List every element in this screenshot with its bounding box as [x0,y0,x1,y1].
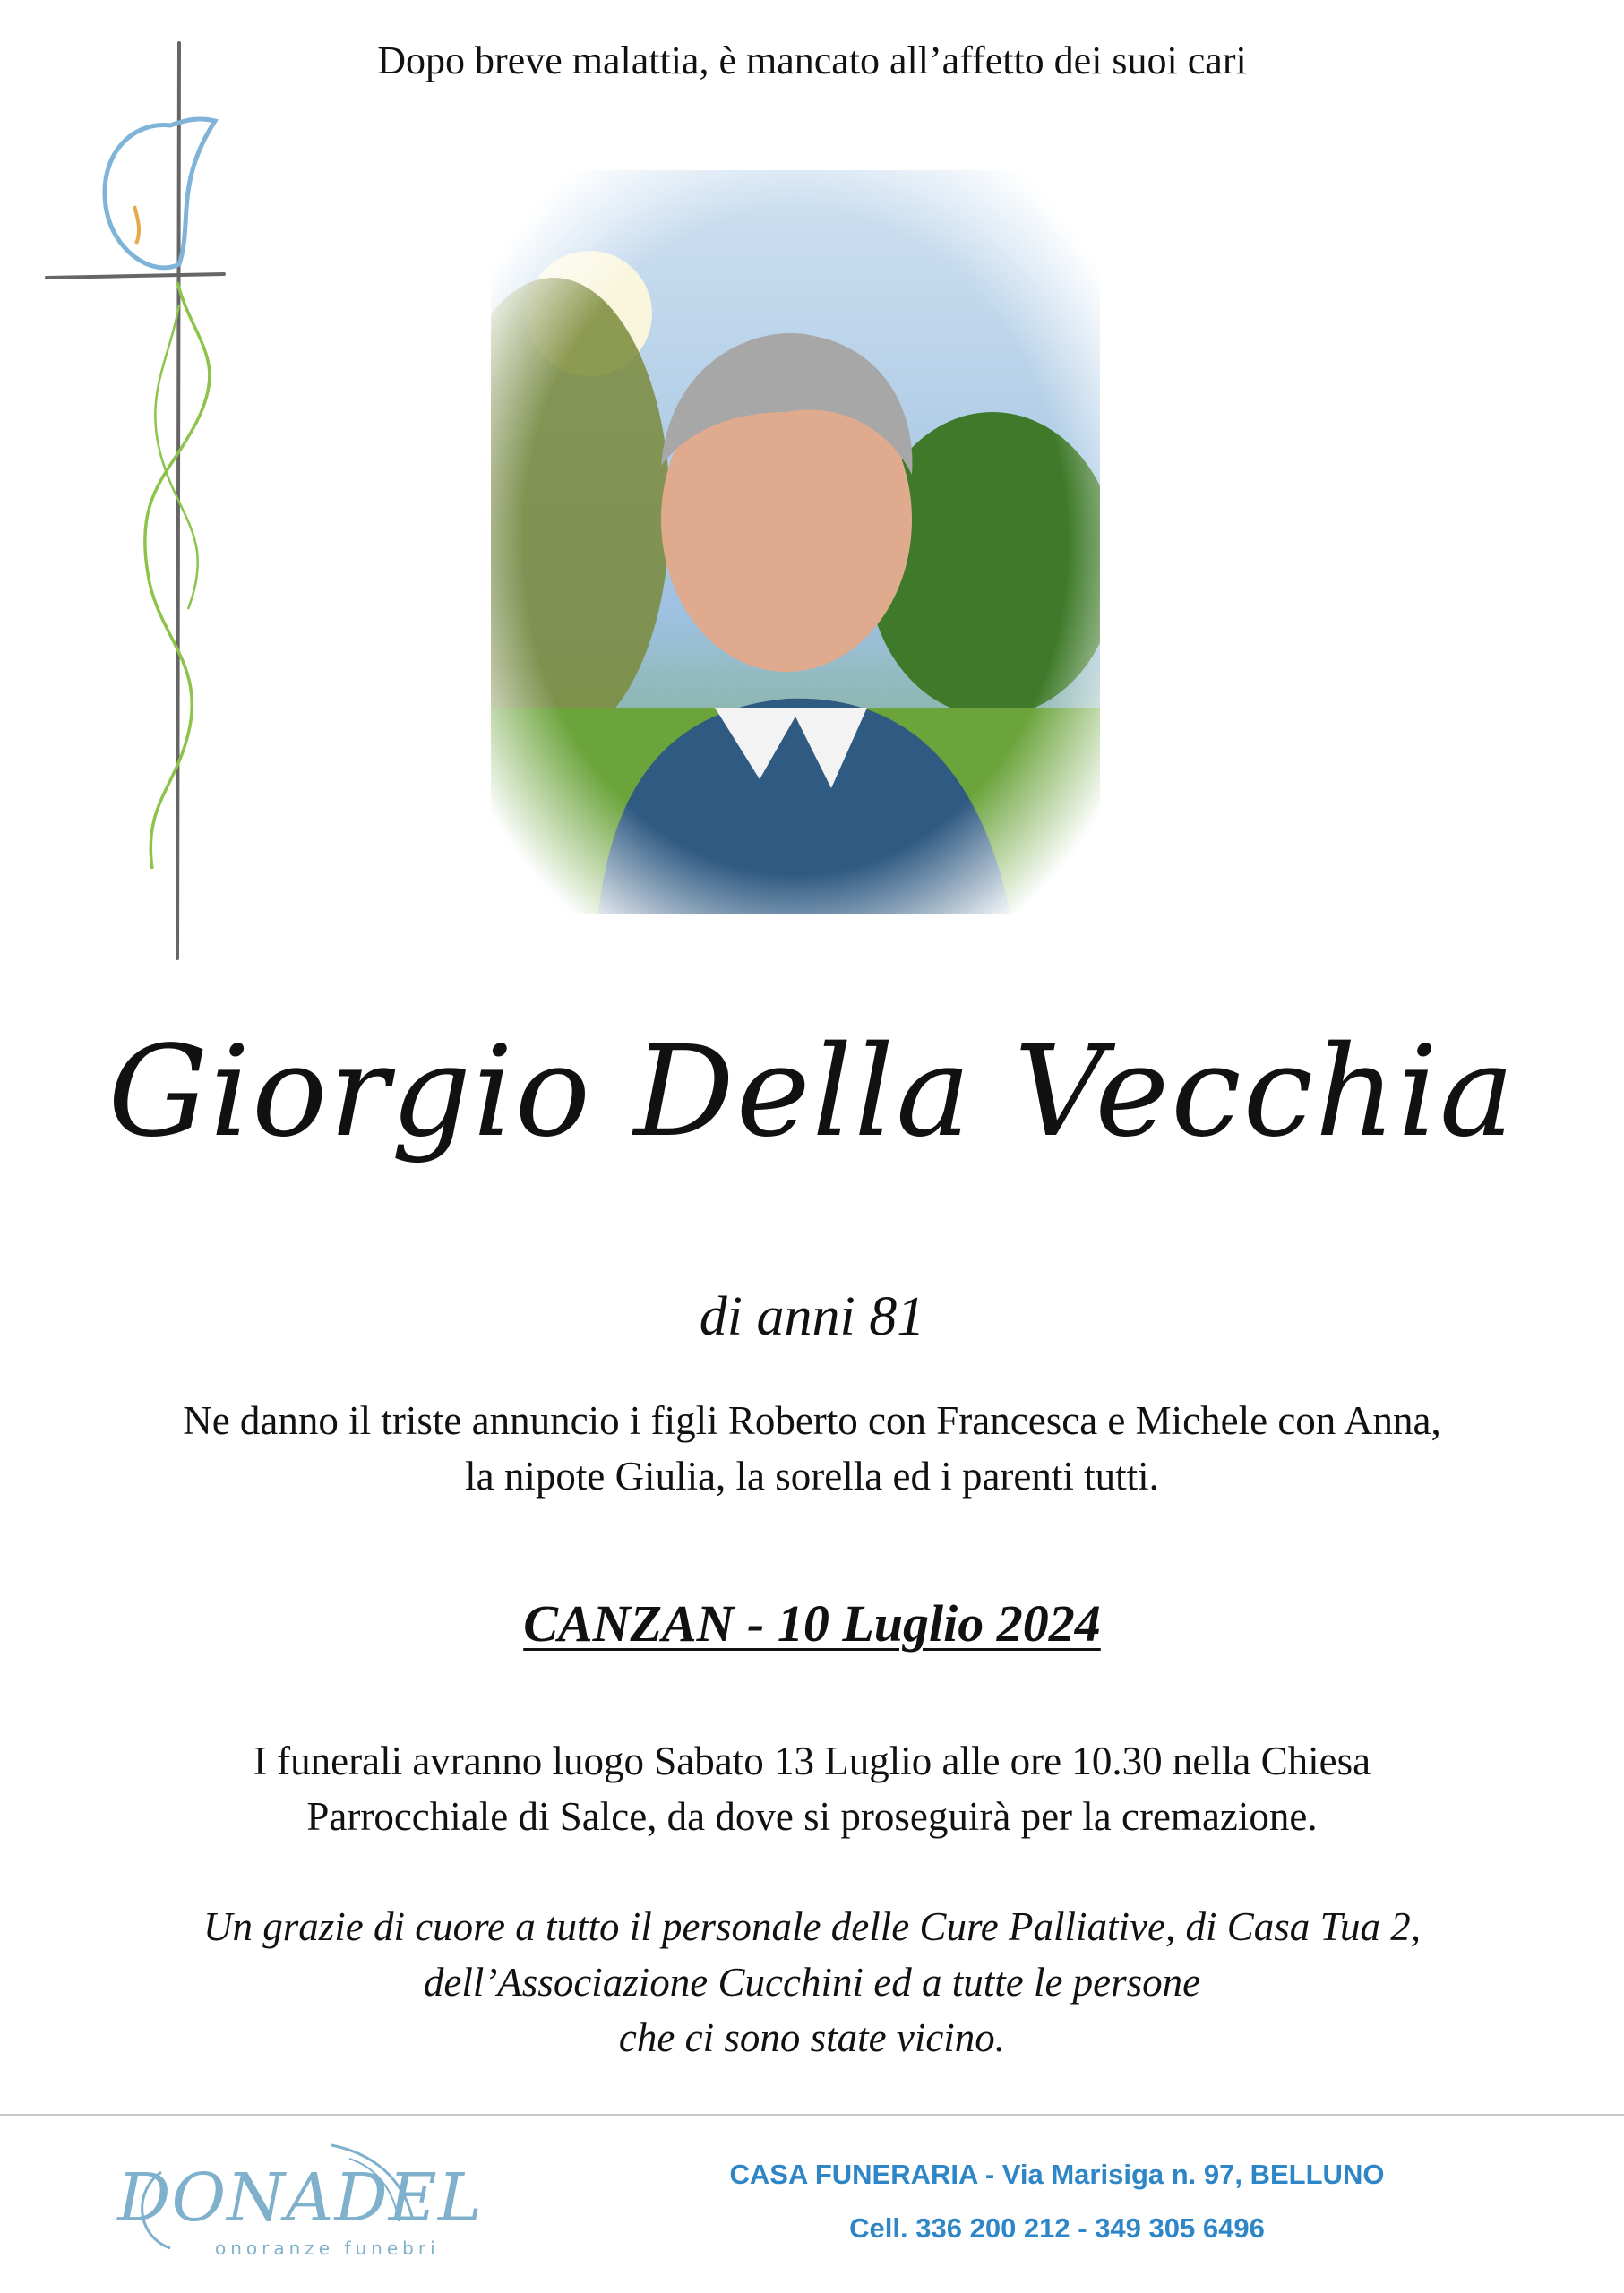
logo-name: DONADEL [117,2160,483,2237]
thanks-line: Un grazie di cuore a tutto il personale delle Cure Palliative, di Casa Tua 2, [202,1904,1422,1949]
deceased-name: Giorgio Della Vecchia [107,1019,1517,1165]
logo-subtitle: onoranze funebri [215,2237,440,2259]
age-text: di anni 81 [699,1286,925,1347]
intro-text: Dopo breve malattia, è mancato all’affetto dei suoi cari [377,39,1247,82]
funeral-home-phones: Cell. 336 200 212 - 349 305 6496 [849,2212,1265,2244]
footer-divider [0,2114,1624,2116]
funeral-line: Parrocchiale di Salce, da dove si proseguirà per la cremazione. [306,1794,1318,1839]
funeral-line: I funerali avranno luogo Sabato 13 Luglio alle ore 10.30 nella Chiesa [253,1739,1371,1783]
announcement-line: la nipote Giulia, la sorella ed i parenti tutti. [465,1454,1159,1499]
place-date-text: CANZAN - 10 Luglio 2024 [523,1594,1101,1653]
place-date [0,1590,1624,1658]
funeral-details [0,1733,1624,1844]
funeral-home-address: CASA FUNERARIA - Via Marisiga n. 97, BELLUNO [729,2159,1385,2190]
cross-calla-lily-icon [36,36,242,967]
portrait-photo [491,170,1100,914]
thanks-line: che ci sono state vicino. [618,2015,1006,2060]
thanks-text [0,1899,1624,2065]
announcement-line: Ne danno il triste annuncio i figli Roberto con Francesca e Michele con Anna, [183,1398,1441,1443]
thanks-line: dell’Associazione Cucchini ed a tutte le persone [423,1960,1201,2005]
announcement-text [0,1393,1624,1504]
donadel-logo [107,2136,493,2271]
